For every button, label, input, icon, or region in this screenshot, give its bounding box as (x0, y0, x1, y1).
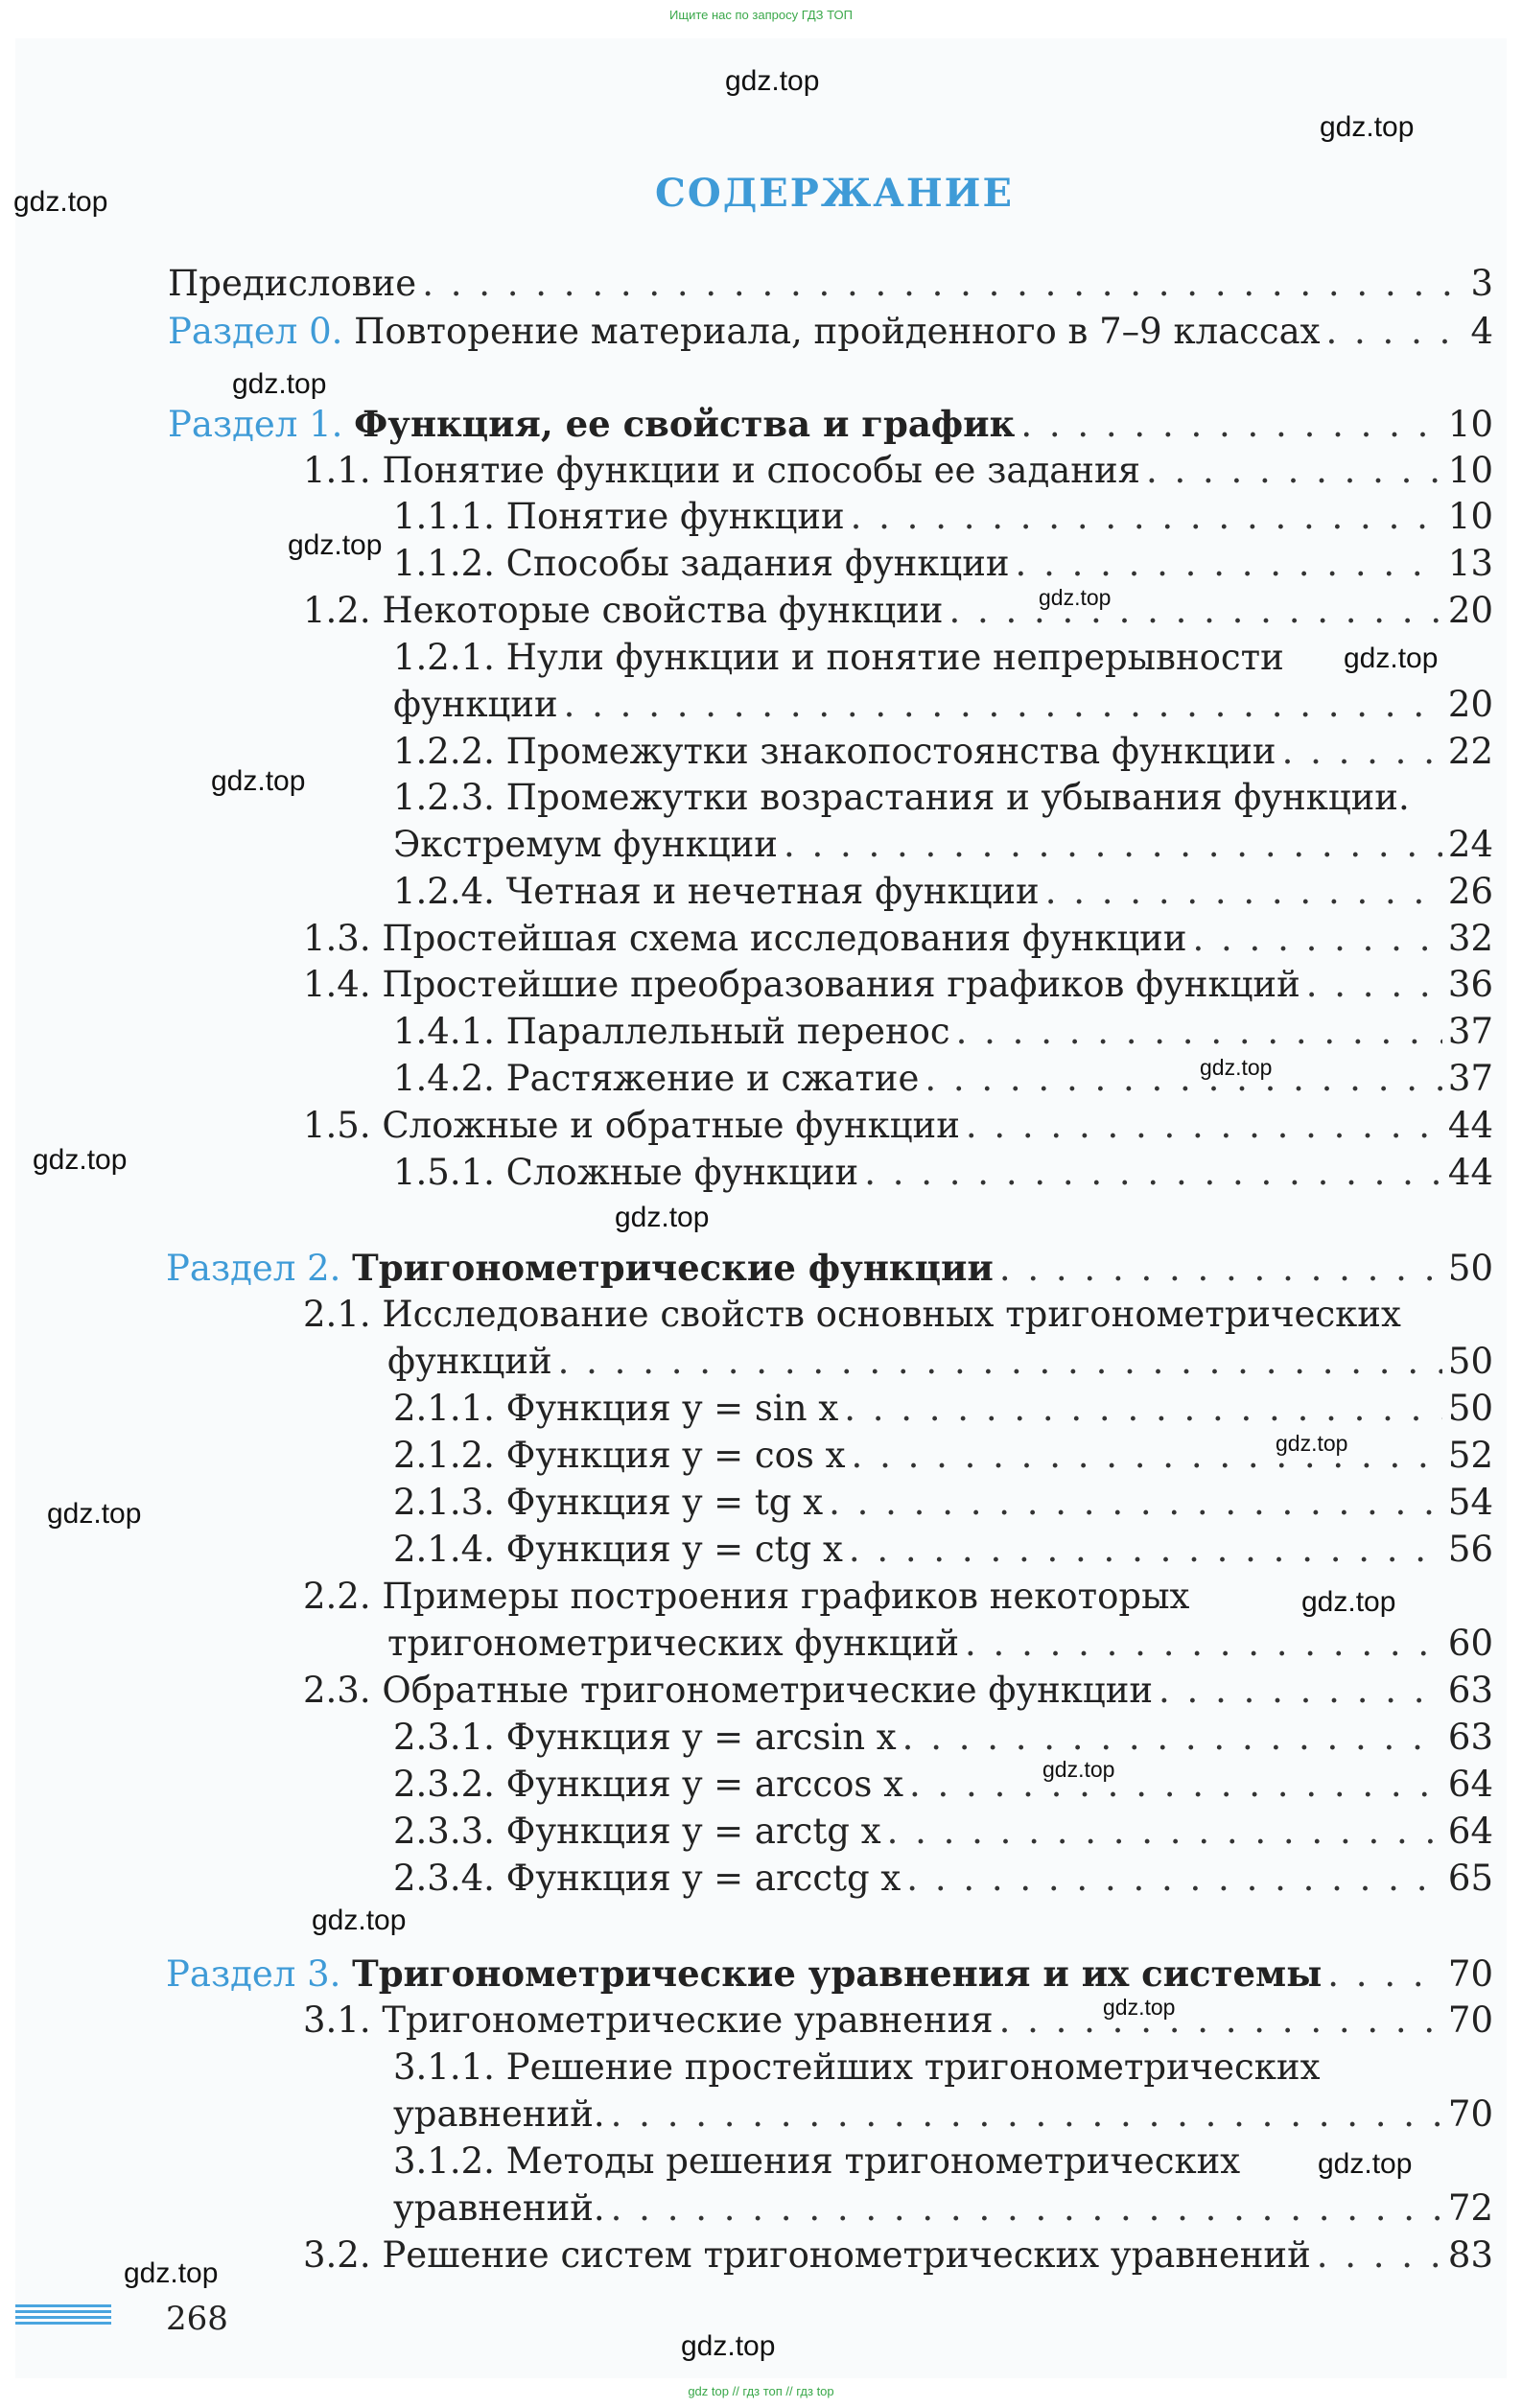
toc-row (393, 682, 1493, 728)
toc-page-number: 44 (1447, 1152, 1493, 1193)
toc-row (168, 309, 1493, 355)
toc-entry-number: 2.1.3. (393, 1482, 495, 1523)
toc-page-number: 24 (1447, 824, 1493, 865)
dot-leader (1045, 869, 1442, 915)
dot-leader (909, 1762, 1442, 1808)
watermark: gdz.top (1103, 1995, 1176, 2020)
toc-page-number: 37 (1447, 1058, 1493, 1099)
page-title: СОДЕРЖАНИЕ (655, 171, 1014, 216)
watermark: gdz.top (124, 2257, 219, 2289)
toc-page-number: 10 (1447, 404, 1493, 445)
toc-row (393, 775, 1410, 821)
toc-entry-text: Простейшие преобразования графиков функций (382, 964, 1300, 1005)
toc-entry-text: Тригонометрические функции (352, 1247, 994, 1289)
toc-page-number: 3 (1470, 263, 1493, 304)
toc-entry-text: Сложные функции (505, 1152, 859, 1193)
toc-page-number: 4 (1470, 311, 1493, 352)
toc-entry-text: Простейшая схема исследования функции (382, 918, 1187, 959)
toc-row (303, 916, 1493, 962)
toc-entry-text: Функция y = arccos x (505, 1764, 904, 1805)
toc-page-number: 72 (1447, 2187, 1493, 2229)
toc-entry-number: 1.2.1. (393, 637, 495, 678)
dot-leader (852, 1433, 1442, 1479)
toc-page-number: 56 (1447, 1529, 1493, 1570)
watermark: gdz.top (1318, 2148, 1413, 2180)
section-label: Раздел 0. (168, 311, 343, 352)
watermark: gdz.top (13, 186, 108, 218)
toc-page-number: 10 (1447, 450, 1493, 491)
toc-entry-text: уравнений. (393, 2093, 605, 2135)
dot-leader (1306, 962, 1442, 1008)
watermark: gdz.top (1301, 1586, 1396, 1618)
toc-entry-text: Функция y = tg x (505, 1482, 824, 1523)
toc-row (393, 1386, 1493, 1432)
toc-page-number: 20 (1447, 590, 1493, 631)
dot-leader (1020, 402, 1442, 448)
dot-leader (829, 1480, 1442, 1526)
toc-row (393, 541, 1493, 587)
toc-row (393, 729, 1493, 775)
toc-row (303, 588, 1493, 634)
toc-page-number: 70 (1447, 1953, 1493, 1995)
toc-page-number: 13 (1447, 543, 1493, 584)
toc-entry-text: уравнений. (393, 2187, 605, 2229)
toc-page-number: 50 (1447, 1388, 1493, 1429)
toc-entry-number: 2.3.3. (393, 1811, 495, 1852)
toc-entry-number: 2.1.2. (393, 1435, 495, 1476)
toc-entry-text: Способы задания функции (505, 543, 1010, 584)
toc-entry-text: Растяжение и сжатие (505, 1058, 920, 1099)
toc-entry-text: Понятие функции и способы ее задания (382, 450, 1140, 491)
toc-row (387, 1339, 1493, 1385)
section-label: Раздел 1. (168, 404, 343, 445)
toc-entry-number: 1.2.3. (393, 777, 495, 818)
dot-leader (611, 2186, 1442, 2232)
toc-entry-number: 2.3.4. (393, 1858, 495, 1899)
toc-row (303, 1292, 1401, 1338)
toc-entry-text: Некоторые свойства функции (382, 590, 944, 631)
toc-row (303, 1668, 1493, 1714)
toc-row (393, 1009, 1493, 1055)
watermark: gdz.top (33, 1144, 128, 1176)
toc-entry-number: 1.1.1. (393, 496, 495, 537)
toc-row (393, 2092, 1493, 2138)
toc-row (303, 962, 1493, 1008)
toc-row (393, 2186, 1493, 2232)
toc-row (393, 1150, 1493, 1196)
toc-entry-text: Повторение материала, пройденного в 7–9 классах (354, 311, 1321, 352)
toc-entry-text: Экстремум функции (393, 824, 778, 865)
toc-entry-number: 2.1.1. (393, 1388, 495, 1429)
watermark: gdz.top (725, 65, 820, 97)
toc-entry-text: Функция y = arctg x (505, 1811, 881, 1852)
header-note: Ищите нас по запросу ГДЗ ТОП (669, 8, 853, 22)
toc-entry-text: Четная и нечетная функции (505, 871, 1040, 912)
toc-entry-number: 2.3. (303, 1670, 371, 1711)
watermark: gdz.top (1320, 111, 1415, 143)
toc-page-number: 37 (1447, 1011, 1493, 1052)
dot-leader (956, 1009, 1442, 1055)
toc-entry-text: Предисловие (168, 263, 417, 304)
toc-entry-number: 1.1.2. (393, 543, 495, 584)
watermark: gdz.top (1039, 585, 1112, 610)
toc-row (393, 1856, 1493, 1902)
toc-page-number: 63 (1447, 1670, 1493, 1711)
dot-leader (902, 1715, 1442, 1761)
toc-page-number: 52 (1447, 1435, 1493, 1476)
toc-row (393, 1762, 1493, 1808)
toc-row (393, 1809, 1493, 1855)
toc-entry-text: Исследование свойств основных тригонометрических (382, 1294, 1401, 1335)
dot-leader (999, 1998, 1442, 2044)
dot-leader (966, 1103, 1442, 1149)
toc-page-number: 64 (1447, 1811, 1493, 1852)
toc-entry-number: 3.1.2. (393, 2140, 495, 2182)
toc-entry-text: Функция y = arcsin x (505, 1717, 897, 1758)
toc-entry-text: Функция y = sin x (505, 1388, 839, 1429)
toc-page-number: 60 (1447, 1623, 1493, 1664)
toc-page-number: 26 (1447, 871, 1493, 912)
dot-leader (1327, 1952, 1442, 1998)
toc-entry-number: 3.2. (303, 2234, 371, 2276)
toc-entry-number: 2.3.2. (393, 1764, 495, 1805)
toc-page-number: 65 (1447, 1858, 1493, 1899)
toc-entry-text: Промежутки знакопостоянства функции (505, 731, 1276, 772)
toc-row (393, 2139, 1240, 2185)
toc-entry-number: 1.1. (303, 450, 371, 491)
dot-leader (1317, 2233, 1442, 2279)
watermark: gdz.top (211, 765, 306, 797)
toc-entry-text: Обратные тригонометрические функции (382, 1670, 1154, 1711)
toc-entry-text: Промежутки возрастания и убывания функции. (505, 777, 1410, 818)
dot-leader (422, 261, 1464, 307)
toc-page-number: 70 (1447, 1999, 1493, 2041)
toc-entry-number: 1.2.2. (393, 731, 495, 772)
toc-page-number: 83 (1447, 2234, 1493, 2276)
toc-row (393, 869, 1493, 915)
toc-entry-text: Тригонометрические уравнения (382, 1999, 994, 2041)
dot-leader (906, 1856, 1442, 1902)
dot-leader (1193, 916, 1442, 962)
dot-leader (1326, 309, 1465, 355)
section-label: Раздел 3. (166, 1953, 341, 1995)
toc-page-number: 54 (1447, 1482, 1493, 1523)
watermark: gdz.top (615, 1202, 710, 1233)
toc-entry-text: Функция y = arcctg x (505, 1858, 901, 1899)
watermark: gdz.top (681, 2330, 776, 2362)
watermark: gdz.top (47, 1498, 142, 1530)
watermark: gdz.top (288, 529, 383, 561)
dot-leader (784, 822, 1442, 868)
toc-entry-number: 2.1. (303, 1294, 371, 1335)
dot-leader (999, 1246, 1442, 1292)
toc-entry-text: Функция y = cos x (505, 1435, 846, 1476)
toc-row (303, 2233, 1493, 2279)
toc-entry-text: Примеры построения графиков некоторых (382, 1576, 1190, 1617)
dot-leader (1016, 541, 1442, 587)
toc-entry-number: 2.2. (303, 1576, 371, 1617)
toc-page-number: 50 (1447, 1248, 1493, 1289)
toc-page-number: 70 (1447, 2093, 1493, 2135)
dot-leader (1282, 729, 1442, 775)
dot-leader (1159, 1668, 1442, 1714)
toc-page-number: 44 (1447, 1105, 1493, 1146)
toc-entry-number: 1.5. (303, 1105, 371, 1146)
watermark: gdz.top (232, 368, 327, 400)
toc-row (393, 822, 1493, 868)
toc-entry-number: 1.4.2. (393, 1058, 495, 1099)
dot-leader (948, 588, 1441, 634)
toc-entry-text: Решение простейших тригонометрических (505, 2046, 1321, 2088)
dot-leader (851, 494, 1442, 540)
toc-row (168, 261, 1493, 307)
toc-entry-text: Нули функции и понятие непрерывности (505, 637, 1284, 678)
toc-row (303, 1998, 1493, 2044)
toc-row (393, 1480, 1493, 1526)
toc-row (303, 448, 1493, 494)
toc-entry-text: функции (393, 684, 558, 725)
toc-entry-text: Понятие функции (505, 496, 845, 537)
footer-note: gdz top // гдз топ // гдз top (688, 2384, 834, 2398)
toc-entry-number: 1.5.1. (393, 1152, 495, 1193)
section-label: Раздел 2. (166, 1248, 341, 1289)
toc-page-number: 32 (1447, 918, 1493, 959)
toc-page-number: 64 (1447, 1764, 1493, 1805)
toc-row (168, 401, 1493, 448)
toc-page-number: 10 (1447, 496, 1493, 537)
dot-leader (925, 1056, 1442, 1102)
toc-entry-text: Решение систем тригонометрических уравнений (382, 2234, 1311, 2276)
toc-page-number: 20 (1447, 684, 1493, 725)
dot-leader (864, 1150, 1442, 1196)
toc-entry-text: Функция y = ctg x (505, 1529, 843, 1570)
footer-stripe (15, 2304, 111, 2326)
dot-leader (887, 1809, 1442, 1855)
toc-entry-text: Параллельный перенос (505, 1011, 950, 1052)
toc-entry-text: тригонометрических функций (387, 1623, 960, 1664)
toc-row (393, 494, 1493, 540)
toc-row (393, 1715, 1493, 1761)
toc-entry-text: функций (387, 1341, 552, 1382)
toc-page-number: 50 (1447, 1341, 1493, 1382)
toc-entry-number: 1.2.4. (393, 871, 495, 912)
toc-entry-number: 3.1.1. (393, 2046, 495, 2088)
dot-leader (965, 1621, 1442, 1667)
toc-entry-text: Тригонометрические уравнения и их системы (352, 1952, 1323, 1995)
toc-entry-text: Методы решения тригонометрических (505, 2140, 1241, 2182)
watermark: gdz.top (1200, 1055, 1273, 1080)
toc-page-number: 22 (1447, 731, 1493, 772)
watermark: gdz.top (1344, 643, 1439, 674)
dot-leader (844, 1386, 1442, 1432)
dot-leader (564, 682, 1442, 728)
toc-page-number: 63 (1447, 1717, 1493, 1758)
watermark: gdz.top (1276, 1431, 1348, 1456)
toc-entry-text: Сложные и обратные функции (382, 1105, 960, 1146)
toc-row (393, 2045, 1320, 2091)
toc-entry-number: 1.4. (303, 964, 371, 1005)
toc-row (393, 635, 1284, 681)
watermark: gdz.top (1042, 1757, 1115, 1782)
toc-entry-text: Функция, ее свойства и график (354, 403, 1016, 445)
toc-entry-number: 1.3. (303, 918, 371, 959)
toc-row (303, 1103, 1493, 1149)
toc-row (303, 1574, 1189, 1620)
toc-row (387, 1621, 1493, 1667)
page-number: 268 (166, 2300, 228, 2338)
dot-leader (849, 1527, 1442, 1573)
dot-leader (558, 1339, 1442, 1385)
toc-entry-number: 1.2. (303, 590, 371, 631)
toc-page-number: 36 (1447, 964, 1493, 1005)
toc-entry-number: 3.1. (303, 1999, 371, 2041)
toc-row (393, 1527, 1493, 1573)
watermark: gdz.top (312, 1905, 407, 1936)
dot-leader (611, 2092, 1442, 2138)
toc-entry-number: 2.1.4. (393, 1529, 495, 1570)
toc-row (393, 1056, 1493, 1102)
toc-row (166, 1951, 1493, 1998)
dot-leader (1146, 448, 1442, 494)
toc-entry-number: 2.3.1. (393, 1717, 495, 1758)
toc-entry-number: 1.4.1. (393, 1011, 495, 1052)
toc-row (166, 1245, 1493, 1292)
